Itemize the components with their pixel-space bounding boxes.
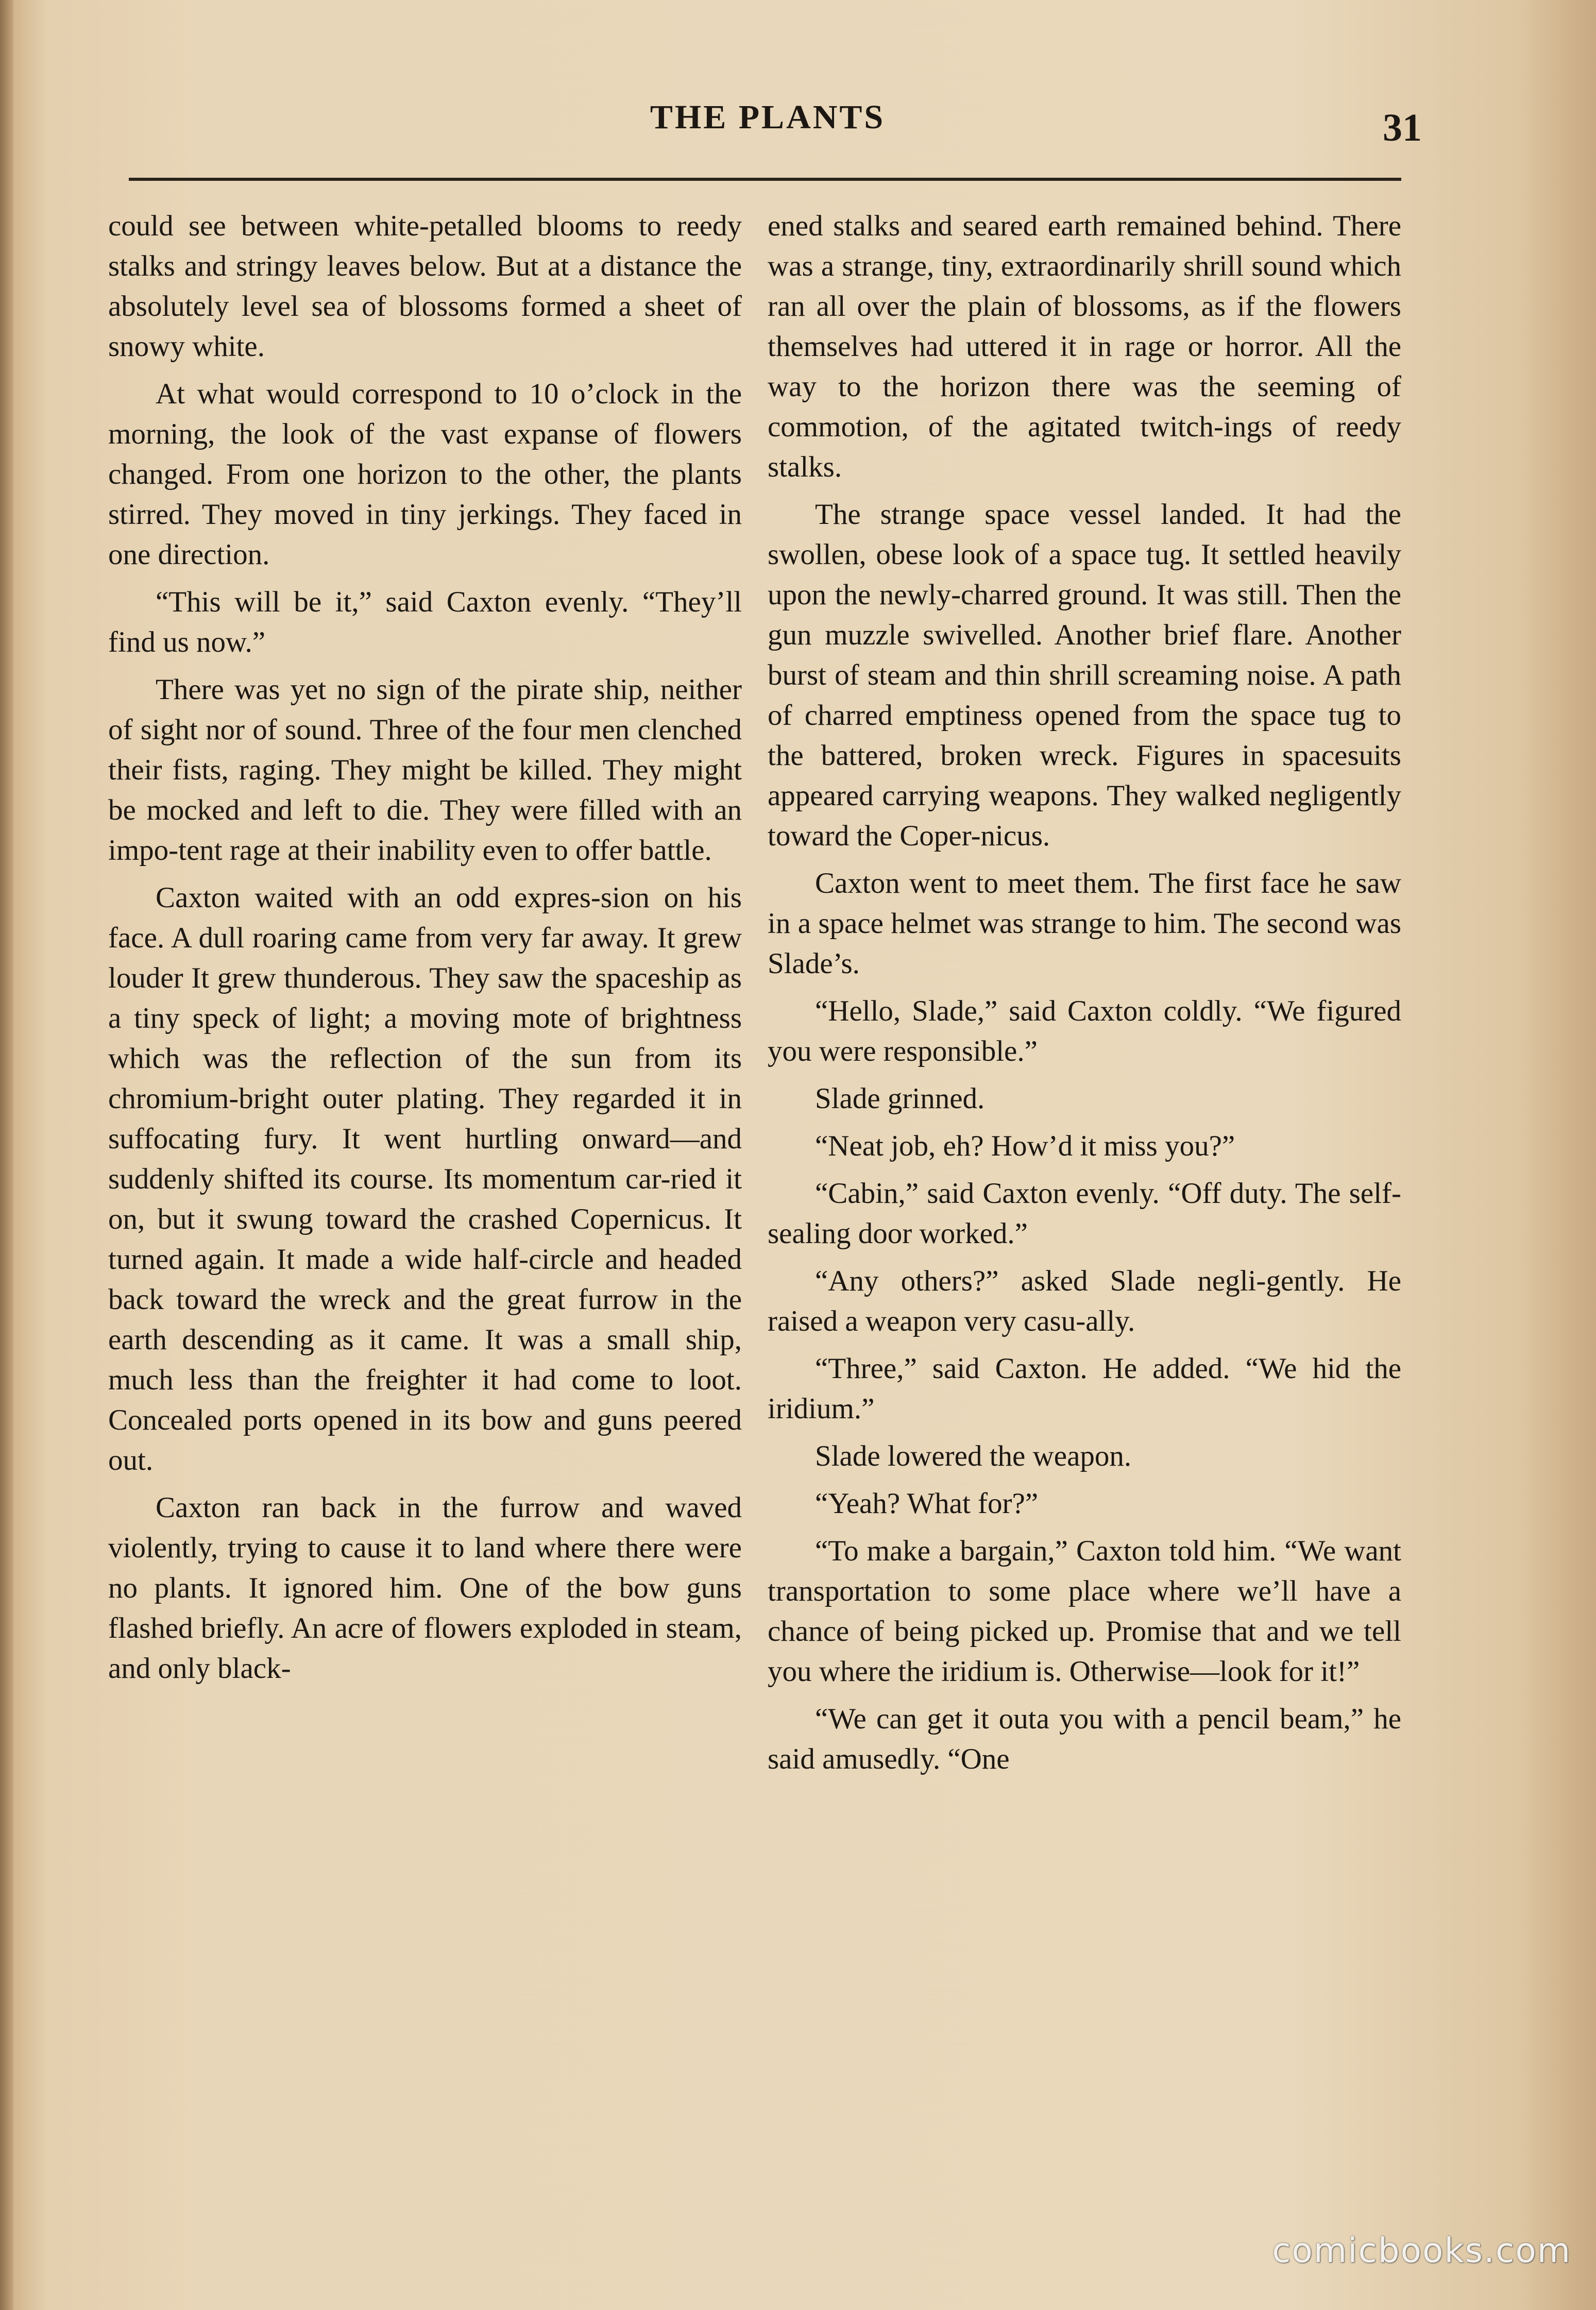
paragraph: The strange space vessel landed. It had the swollen, obese look of a space tug. It settled heavily upon the newly-charred ground. It was still. Then the gun muzzle swivelled. Another brief flare. Another burst of steam and thin shrill screaming noise. A path of charred emptiness opened from the space tug to the battered, broken wreck. Figures in spacesuits appeared carrying weapons. They walked negligently toward the Coper-nicus. bbox=[768, 498, 1401, 852]
text-column-left bbox=[108, 206, 742, 2164]
paragraph: “Neat job, eh? How’d it miss you?” bbox=[815, 1130, 1235, 1162]
paragraph: “Yeah? What for?” bbox=[815, 1487, 1039, 1520]
paragraph: could see between white-petalled blooms to reedy stalks and stringy leaves below. But at a distance the absolutely level sea of blossoms formed a sheet of snowy white. bbox=[108, 210, 742, 363]
page-spine-shadow bbox=[0, 0, 13, 2310]
paragraph: At what would correspond to 10 o’clock in the morning, the look of the vast expanse of flowers changed. From one horizon to the other, the plants stirred. They moved in tiny jerkings. They faced in one direction. bbox=[108, 378, 742, 571]
paragraph: “Any others?” asked Slade negli-gently. He raised a weapon very casu-ally. bbox=[768, 1265, 1401, 1337]
paragraph: Caxton ran back in the furrow and waved violently, trying to cause it to land where there were no plants. It ignored him. One of the bow guns flashed briefly. An acre of flowers exploded in steam, and only black- bbox=[108, 1491, 742, 1685]
paragraph: “This will be it,” said Caxton evenly. “They’ll find us now.” bbox=[108, 586, 742, 658]
paragraph: Slade lowered the weapon. bbox=[815, 1440, 1132, 1472]
paragraph: Caxton waited with an odd expres-sion on his face. A dull roaring came from very far away. It grew louder It grew thunderous. They saw the spaceship as a tiny speck of light; a moving mote of brightness which was the reflection of the sun from its chromium-bright outer plating. They regarded it in suffocating fury. It went hurtling onward—and suddenly shifted its course. Its momentum car-ried it on, but it swung toward the crashed Copernicus. It turned again. It made a wide half-circle and headed back toward the wreck and the great furrow in the earth descending as it came. It was a small ship, much less than the freighter it had come to loot. Concealed ports opened in its bow and guns peered out. bbox=[108, 881, 742, 1476]
paragraph: There was yet no sign of the pirate ship, neither of sight nor of sound. Three of the four men clenched their fists, raging. They might be killed. They might be mocked and left to die. They were filled with an impo-tent rage at their inability even to offer battle. bbox=[108, 673, 742, 867]
paragraph: “Cabin,” said Caxton evenly. “Off duty. The self-sealing door worked.” bbox=[768, 1177, 1401, 1250]
paragraph: ened stalks and seared earth remained behind. There was a strange, tiny, extraordinarily shrill sound which ran all over the plain of blossoms, as if the flowers themselves had uttered it in rage or horror. All the way to the horizon there was the seeming of commotion, of the agitated twitch-ings of reedy stalks. bbox=[768, 210, 1401, 483]
paragraph: Slade grinned. bbox=[815, 1082, 985, 1115]
paragraph: “We can get it outa you with a pencil beam,” he said amusedly. “One bbox=[768, 1703, 1401, 1775]
header-rule bbox=[129, 178, 1401, 181]
paragraph: “Three,” said Caxton. He added. “We hid the iridium.” bbox=[768, 1352, 1401, 1425]
running-header-title: THE PLANTS bbox=[650, 98, 886, 136]
page-number: 31 bbox=[1383, 106, 1422, 149]
paragraph: Caxton went to meet them. The first face he saw in a space helmet was strange to him. The second was Slade’s. bbox=[768, 867, 1401, 980]
site-watermark: comicbooks.com bbox=[1272, 2231, 1571, 2270]
paragraph: “To make a bargain,” Caxton told him. “We want transportation to some place where we’ll have a chance of being picked up. Promise that and we tell you where the iridium is. Otherwise—look for it!” bbox=[768, 1535, 1401, 1688]
text-column-right bbox=[768, 206, 1401, 2164]
paragraph: “Hello, Slade,” said Caxton coldly. “We figured you were responsible.” bbox=[768, 995, 1401, 1067]
